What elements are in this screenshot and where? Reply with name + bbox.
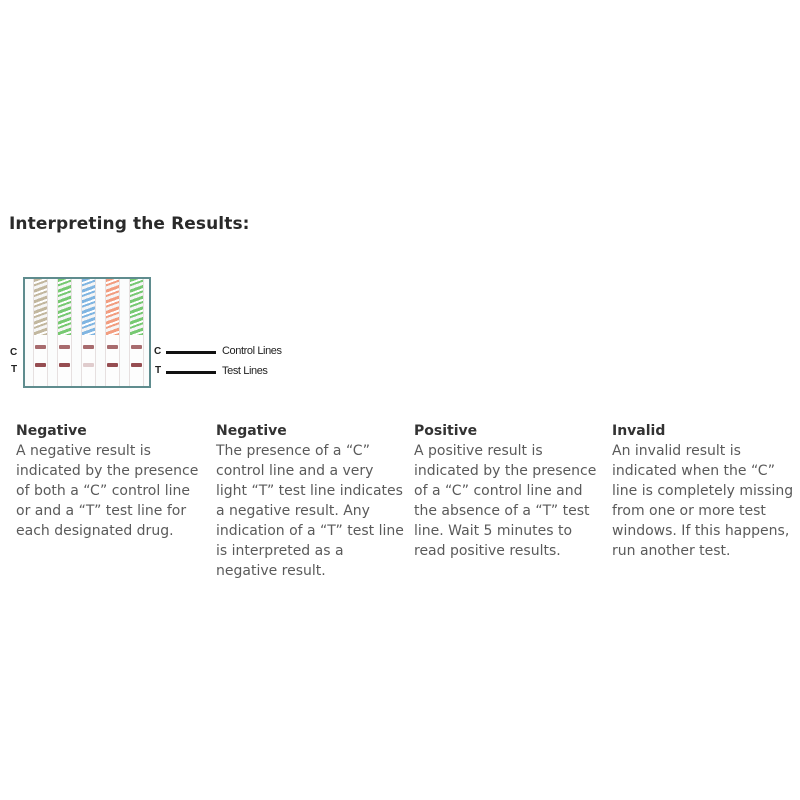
desc-line: run another test.	[612, 543, 731, 559]
desc-line: of a “C” control line and	[414, 483, 583, 499]
control-band	[83, 345, 94, 349]
desc-line: a negative result. Any	[216, 503, 370, 519]
desc-line: is interpreted as a	[216, 543, 344, 559]
test-strip	[57, 279, 72, 386]
desc-line: indicated by the presence	[16, 463, 199, 479]
section-title: Interpreting the Results:	[9, 214, 250, 234]
test-strip-figure	[8, 268, 308, 393]
desc-line: A positive result is	[414, 443, 543, 459]
result-description	[414, 441, 604, 561]
desc-line: from one or more test	[612, 503, 766, 519]
test-strip	[33, 279, 48, 386]
desc-line: windows. If this happens,	[612, 523, 790, 539]
result-description	[216, 441, 406, 581]
test-band	[131, 363, 142, 367]
desc-line: light “T” test line indicates	[216, 483, 403, 499]
result-description	[16, 441, 206, 541]
control-band	[107, 345, 118, 349]
control-lines-label: Control Lines	[222, 345, 282, 357]
c-label-left: C	[10, 347, 18, 358]
test-strip	[129, 279, 144, 386]
strip-pad	[130, 279, 143, 335]
result-description	[612, 441, 800, 561]
strip-pad	[34, 279, 47, 335]
strip-pad	[58, 279, 71, 335]
t-label-right: T	[155, 365, 162, 376]
c-label-right: C	[154, 346, 162, 357]
test-band	[83, 363, 94, 367]
desc-line: indicated by the presence	[414, 463, 597, 479]
desc-line: each designated drug.	[16, 523, 174, 539]
result-heading: Invalid	[612, 423, 666, 439]
result-invalid	[612, 421, 800, 561]
desc-line: A negative result is	[16, 443, 151, 459]
desc-line: of both a “C” control line	[16, 483, 190, 499]
test-leader-line	[166, 371, 216, 374]
test-cassette	[23, 277, 151, 388]
control-band	[131, 345, 142, 349]
test-strip	[105, 279, 120, 386]
result-heading: Negative	[216, 423, 287, 439]
test-band	[107, 363, 118, 367]
desc-line: negative result.	[216, 563, 326, 579]
desc-line: indicated when the “C”	[612, 463, 775, 479]
strip-pad	[106, 279, 119, 335]
test-lines-label: Test Lines	[222, 365, 268, 377]
desc-line: line is completely missing	[612, 483, 794, 499]
desc-line: An invalid result is	[612, 443, 741, 459]
control-leader-line	[166, 351, 216, 354]
control-band	[59, 345, 70, 349]
result-negative	[16, 421, 206, 541]
control-band	[35, 345, 46, 349]
test-strip	[81, 279, 96, 386]
desc-line: indication of a “T” test line	[216, 523, 404, 539]
desc-line: line. Wait 5 minutes to	[414, 523, 573, 539]
result-positive	[414, 421, 604, 561]
result-negative-light	[216, 421, 406, 581]
test-band	[59, 363, 70, 367]
desc-line: or and a “T” test line for	[16, 503, 187, 519]
desc-line: The presence of a “C”	[216, 443, 370, 459]
desc-line: the absence of a “T” test	[414, 503, 590, 519]
strip-pad	[82, 279, 95, 335]
result-heading: Positive	[414, 423, 478, 439]
result-heading: Negative	[16, 423, 87, 439]
test-band	[35, 363, 46, 367]
desc-line: control line and a very	[216, 463, 374, 479]
t-label-left: T	[11, 364, 18, 375]
desc-line: read positive results.	[414, 543, 561, 559]
